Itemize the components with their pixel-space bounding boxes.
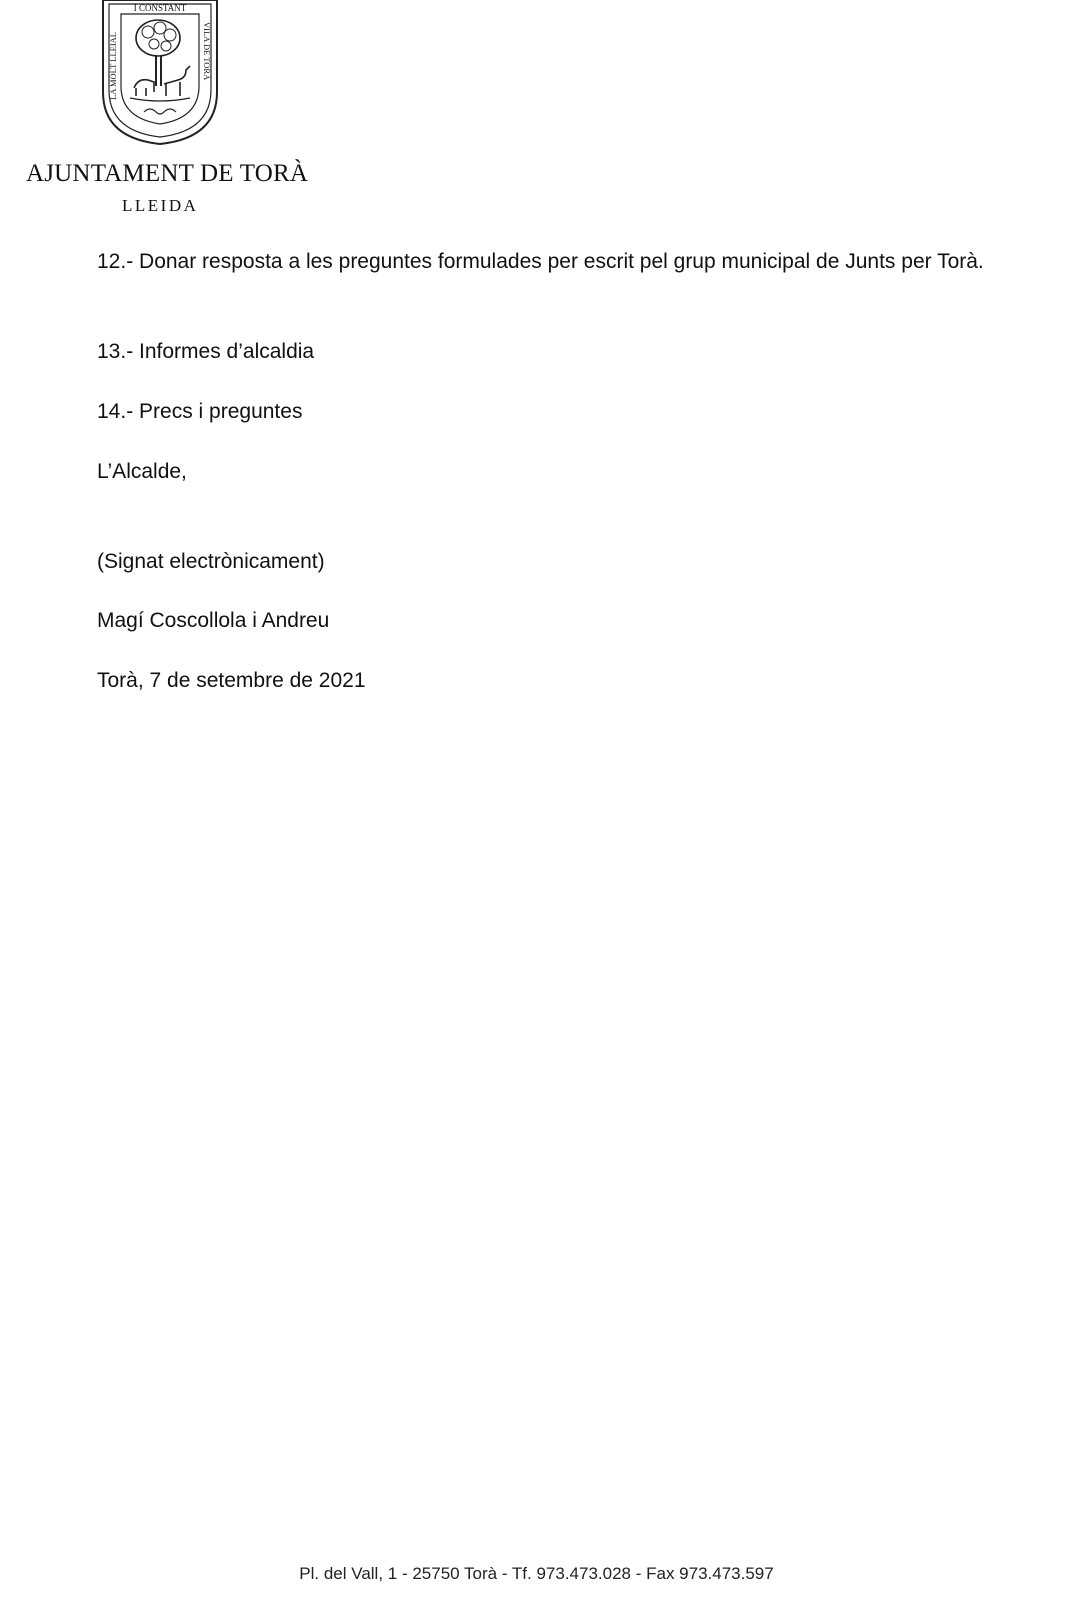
agenda-item-14 <box>97 396 302 427</box>
agenda-item-12 <box>97 246 1027 277</box>
agenda-item-13 <box>97 336 314 367</box>
svg-text:I CONSTANT: I CONSTANT <box>133 3 187 13</box>
coat-of-arms-logo <box>100 0 220 146</box>
organization-name: AJUNTAMENT DE TORÀ <box>26 160 309 187</box>
item-text: - Donar resposta a les preguntes formulades per escrit pel grup municipal de Junts per Torà. <box>126 250 984 273</box>
organization-province: LLEIDA <box>122 196 199 215</box>
place-and-date: Torà, 7 de setembre de 2021 <box>97 669 366 692</box>
item-number: 12. <box>97 250 127 273</box>
item-text: - Informes d’alcaldia <box>126 340 315 363</box>
signatory-role: L’Alcalde, <box>97 460 187 483</box>
signature-note: (Signat electrònicament) <box>97 550 325 573</box>
footer-address: Pl. del Vall, 1 - 25750 Torà - Tf. 973.473.028 - Fax 973.473.597 <box>299 1564 774 1583</box>
svg-text:VILA DE TORÀ: VILA DE TORÀ <box>202 22 212 81</box>
item-number: 14. <box>97 400 127 423</box>
signatory-name: Magí Coscollola i Andreu <box>97 609 330 632</box>
svg-text:LA MOLT LLEIAL: LA MOLT LLEIAL <box>108 32 118 100</box>
item-text: - Precs i preguntes <box>126 400 303 423</box>
item-number: 13. <box>97 340 127 363</box>
